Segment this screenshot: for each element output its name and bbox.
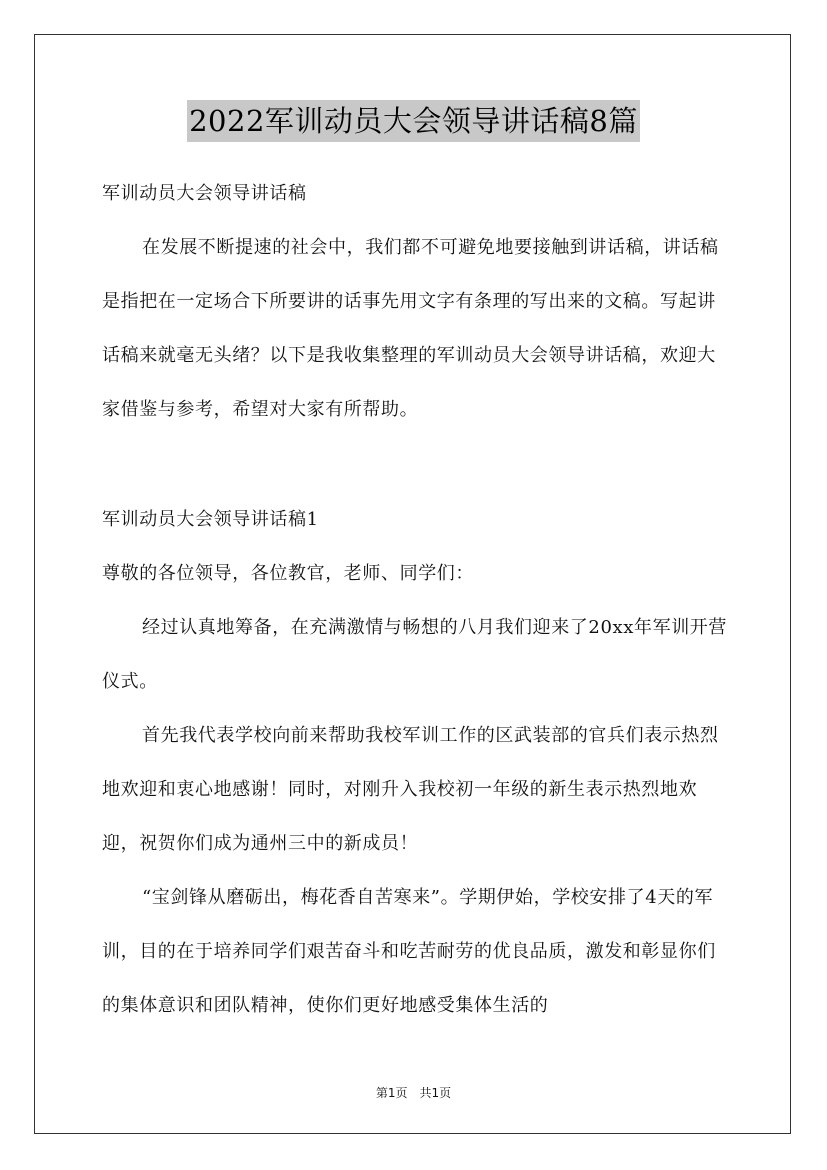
body-paragraph-1: 经过认真地筹备，在充满激情与畅想的八月我们迎来了20xx年军训开营仪式。	[102, 617, 728, 692]
intro-paragraph: 在发展不断提速的社会中，我们都不可避免地要接触到讲话稿，讲话稿是指把在一定场合下所要讲的话事先用文字有条理的写出来的文稿。写起讲话稿来就毫无头绪？以下是我收集整理的军训动员大会领导讲话稿，欢迎大家借鉴与参考，希望对大家有所帮助。	[102, 237, 719, 420]
body-paragraph-3: “宝剑锋从磨砺出，梅花香自苦寒来”。学期伊始，学校安排了4天的军训，目的在于培养同学们艰苦奋斗和吃苦耐劳的优良品质，激发和彰显你们的集体意识和团队精神，使你们更好地感受集体生活的	[102, 887, 716, 1016]
title-wrap	[0, 100, 827, 142]
page-footer: 第1页 共1页	[375, 1086, 452, 1100]
document-subtitle: 军训动员大会领导讲话稿	[102, 183, 307, 204]
body-paragraph-2: 首先我代表学校向前来帮助我校军训工作的区武装部的官兵们表示热烈地欢迎和衷心地感谢！同时，对刚升入我校初一年级的新生表示热烈地欢迎，祝贺你们成为通州三中的新成员！	[102, 725, 719, 854]
document-title: 2022军训动员大会领导讲话稿8篇	[187, 100, 640, 142]
greeting-line: 尊敬的各位领导，各位教官，老师、同学们：	[102, 563, 474, 584]
section-heading: 军训动员大会领导讲话稿1	[102, 509, 319, 530]
